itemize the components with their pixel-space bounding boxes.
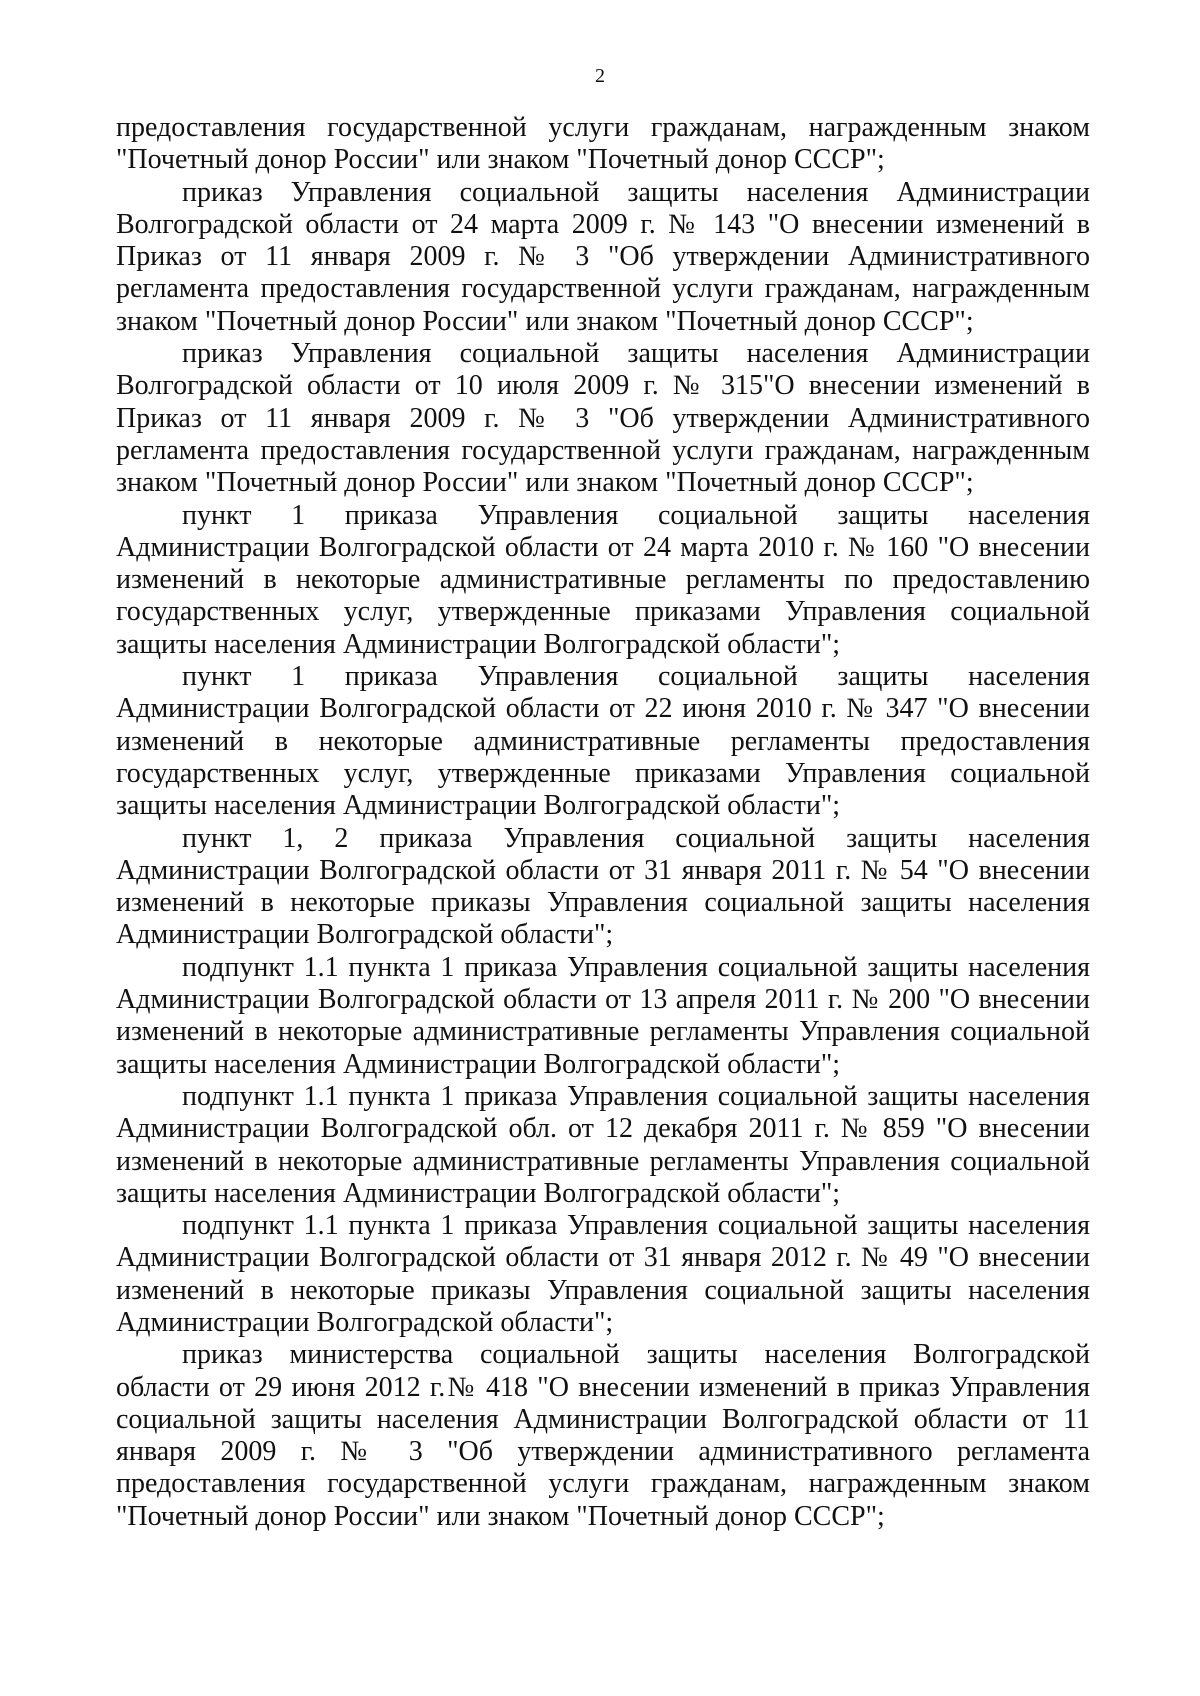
- paragraph: приказ Управления социальной защиты населения Администрации Волгоградской области от 10 июля 2009 г. № 315"О внесении изменений в Приказ от 11 января 2009 г. № 3 "Об утверждении Административного регламента предоставления государственной услуги гражданам, награжденным знаком "Почетный донор России" или знаком "Почетный донор СССР";: [116, 338, 1090, 499]
- paragraph: приказ Управления социальной защиты населения Администрации Волгоградской области от 24 марта 2009 г. № 143 "О внесении изменений в Приказ от 11 января 2009 г. № 3 "Об утверждении Административного регламента предоставления государственной услуги гражданам, награжденным знаком "Почетный донор России" или знаком "Почетный донор СССР";: [116, 176, 1090, 337]
- paragraph: пункт 1, 2 приказа Управления социальной защиты населения Администрации Волгоградской области от 31 января 2011 г. № 54 "О внесении изменений в некоторые приказы Управления социальной защиты населения Администрации Волгоградской области";: [116, 822, 1090, 951]
- paragraph: приказ министерства социальной защиты населения Волгоградской области от 29 июня 2012 г.№ 418 "О внесении изменений в приказ Управления социальной защиты населения Администрации Волгоградской области от 11 января 2009 г. № 3 "Об утверждении административного регламента предоставления государственной услуги гражданам, награжденным знаком "Почетный донор России" или знаком "Почетный донор СССР";: [116, 1339, 1090, 1532]
- paragraph-continuation: предоставления государственной услуги гражданам, награжденным знаком "Почетный донор России" или знаком "Почетный донор СССР";: [116, 112, 1090, 176]
- document-body: [116, 112, 1090, 1533]
- paragraph: подпункт 1.1 пункта 1 приказа Управления социальной защиты населения Администрации Волгоградской области от 31 января 2012 г. № 49 "О внесении изменений в некоторые приказы Управления социальной защиты населения Администрации Волгоградской области";: [116, 1210, 1090, 1338]
- paragraph: пункт 1 приказа Управления социальной защиты населения Администрации Волгоградской области от 24 марта 2010 г. № 160 "О внесении изменений в некоторые административные регламенты по предоставлению государственных услуг, утвержденные приказами Управления социальной защиты населения Администрации Волгоградской области";: [116, 499, 1090, 660]
- paragraph: подпункт 1.1 пункта 1 приказа Управления социальной защиты населения Администрации Волгоградской обл. от 12 декабря 2011 г. № 859 "О внесении изменений в некоторые административные регламенты Управления социальной защиты населения Администрации Волгоградской области";: [116, 1080, 1090, 1209]
- paragraph: пункт 1 приказа Управления социальной защиты населения Администрации Волгоградской области от 22 июня 2010 г. № 347 "О внесении изменений в некоторые административные регламенты предоставления государственных услуг, утвержденные приказами Управления социальной защиты населения Администрации Волгоградской области";: [116, 661, 1090, 822]
- paragraph: подпункт 1.1 пункта 1 приказа Управления социальной защиты населения Администрации Волгоградской области от 13 апреля 2011 г. № 200 "О внесении изменений в некоторые административные регламенты Управления социальной защиты населения Администрации Волгоградской области";: [116, 951, 1090, 1080]
- page-number: 2: [595, 65, 605, 87]
